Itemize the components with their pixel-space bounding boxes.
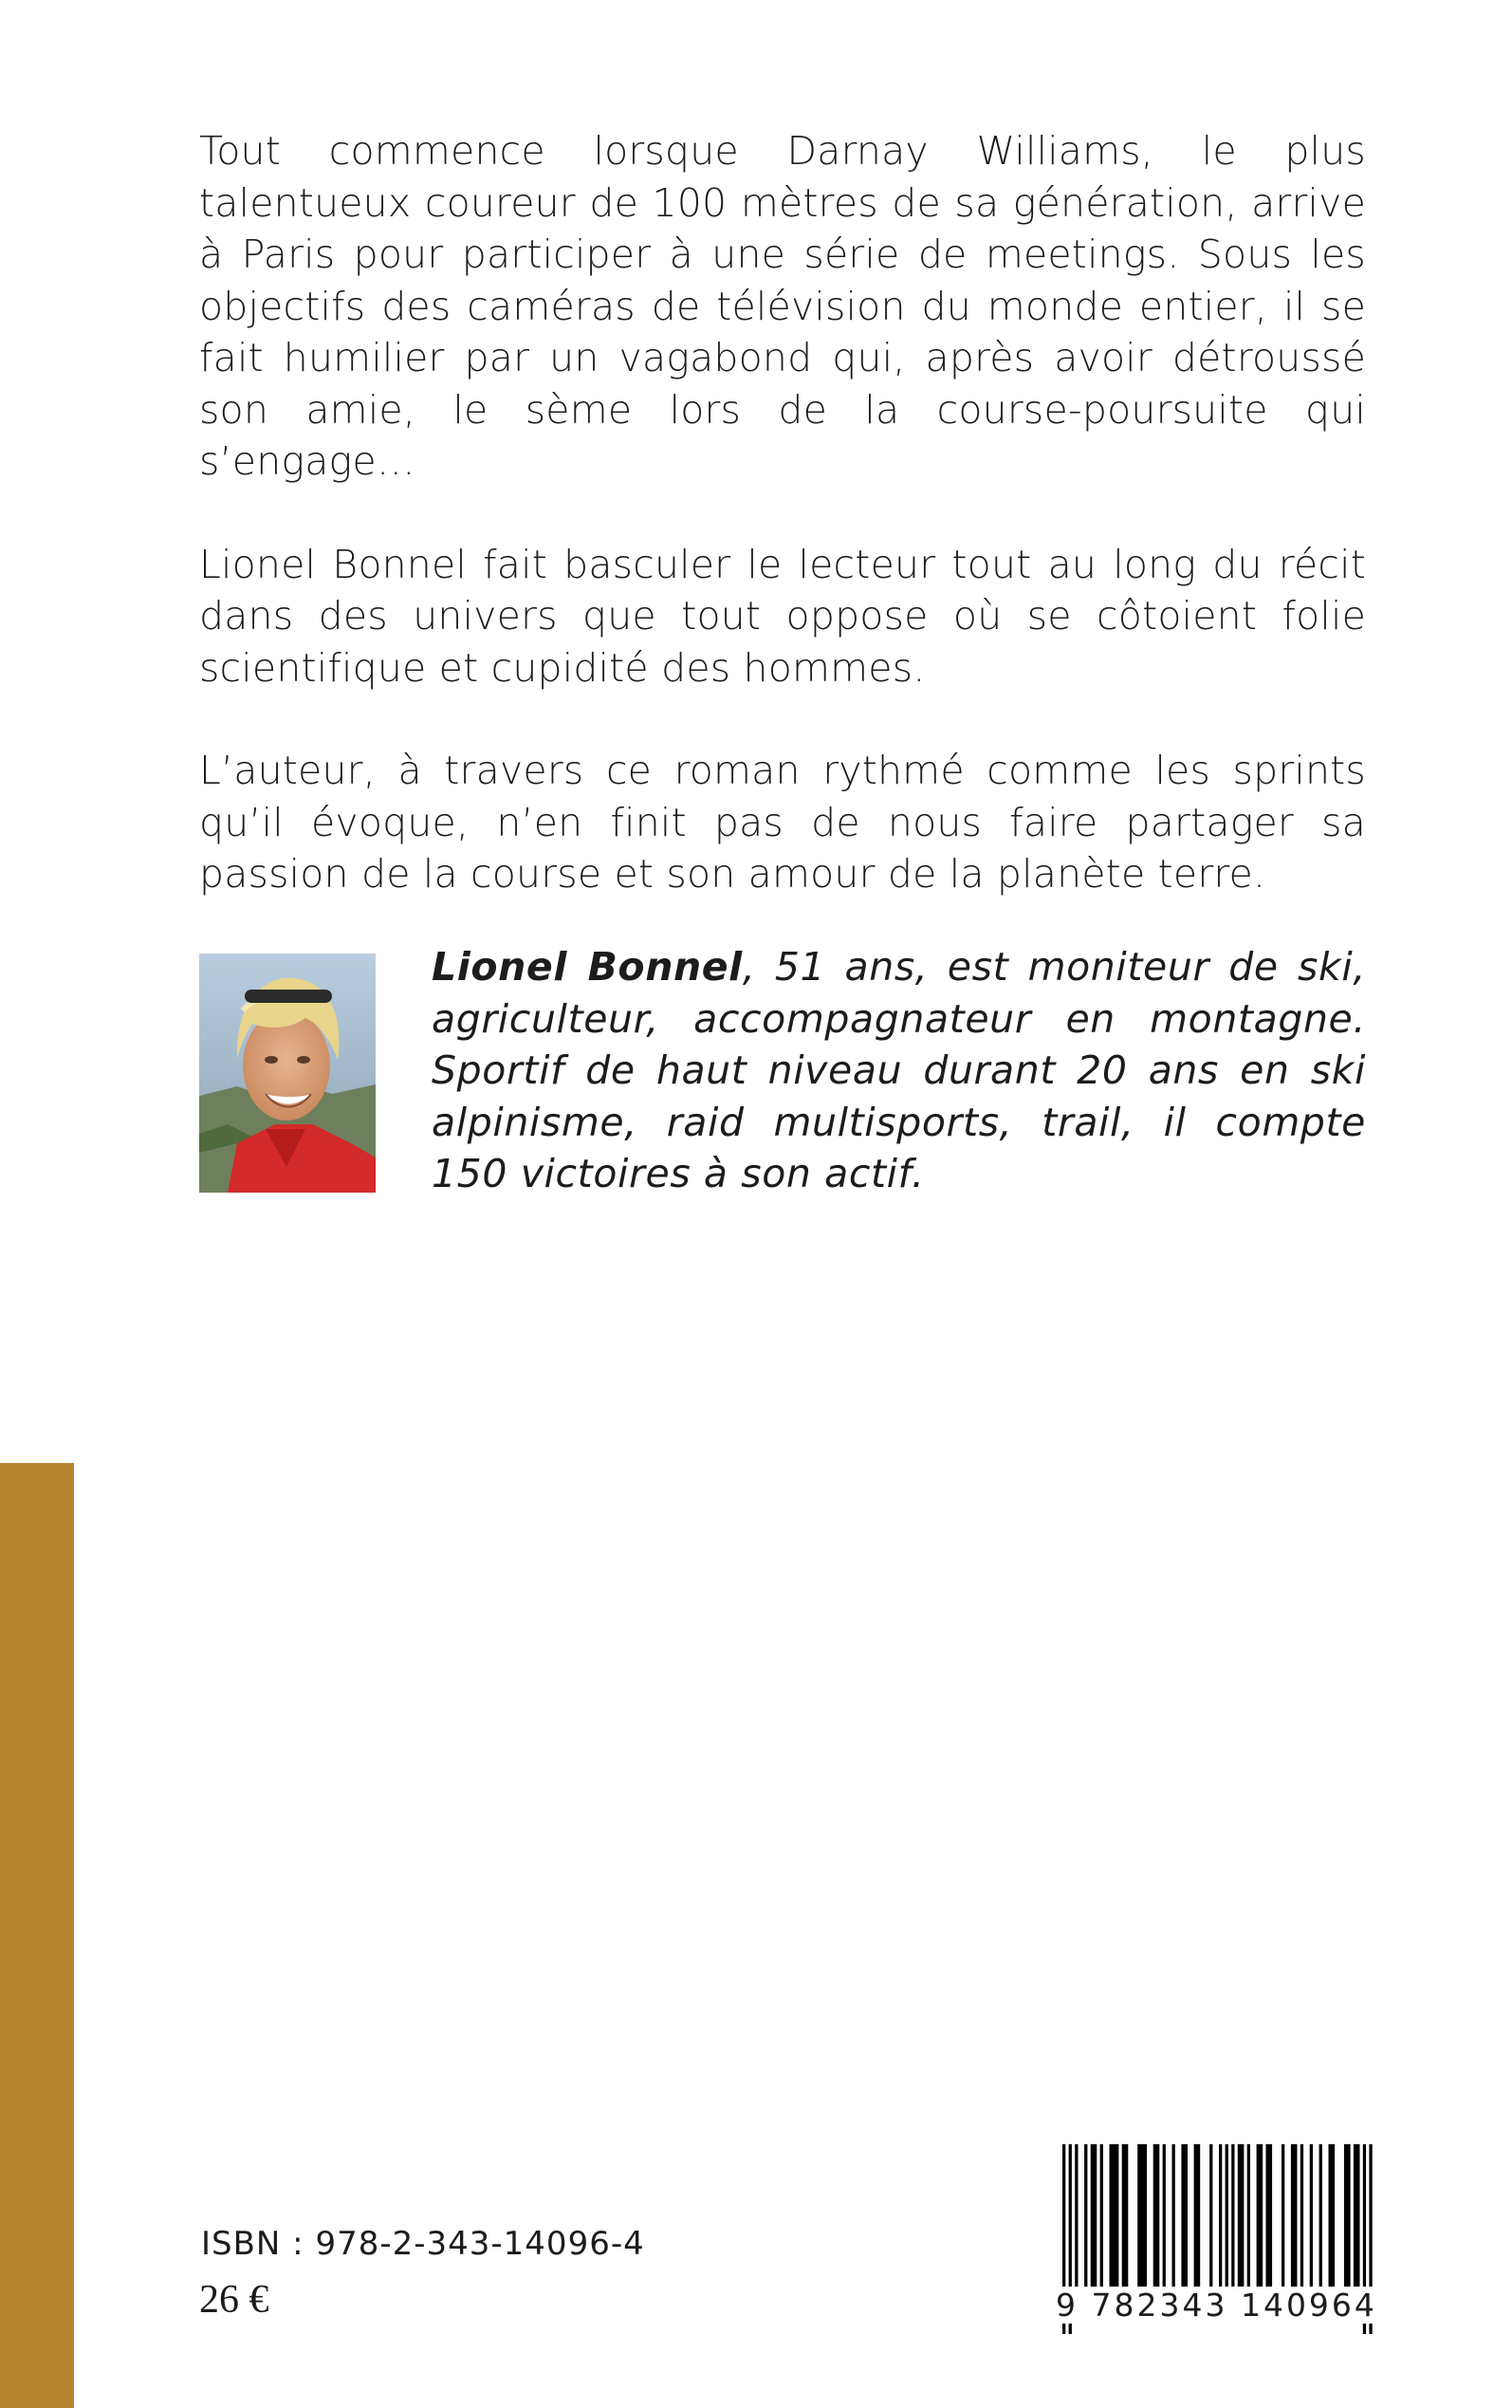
- author-name: Lionel Bonnel: [432, 944, 743, 990]
- author-bio: [432, 941, 1366, 1200]
- decorative-band: [0, 1463, 74, 2408]
- author-bio-text: , 51 ans, est moniteur de ski, agriculteur, accompagnateur en montagne. Sportif de haut niveau durant 20 ans en ski alpinisme, raid multisports, trail, il compte 150 victoires à son actif.: [432, 944, 1366, 1196]
- blurb-paragraph-3: L’auteur, à travers ce roman rythmé comme les sprints qu’il évoque, n’en finit pas de nous faire partager sa passion de la course et son amour de la planète terre.: [199, 748, 1366, 897]
- blurb: [199, 125, 1366, 952]
- isbn: ISBN : 978-2-343-14096-4: [201, 2225, 645, 2263]
- price: 26 €: [199, 2278, 269, 2322]
- blurb-paragraph-2: Lionel Bonnel fait basculer le lecteur tout au long du récit dans des univers que tout oppose où se côtoient folie scientifique et cupidité des hommes.: [199, 541, 1366, 691]
- author-photo: [199, 954, 376, 1193]
- barcode-digits: 9 782343 140964: [1056, 2287, 1382, 2324]
- author-section: [199, 944, 1366, 1200]
- blurb-paragraph-1: Tout commence lorsque Darnay Williams, le plus talentueux coureur de 100 mètres de sa génération, arrive à Paris pour participer à une série de meetings. Sous les objectifs des caméras de télévision du monde entier, il se fait humilier par un vagabond qui, après avoir détroussé son amie, le sème lors de la course-poursuite qui s’engage…: [199, 128, 1366, 484]
